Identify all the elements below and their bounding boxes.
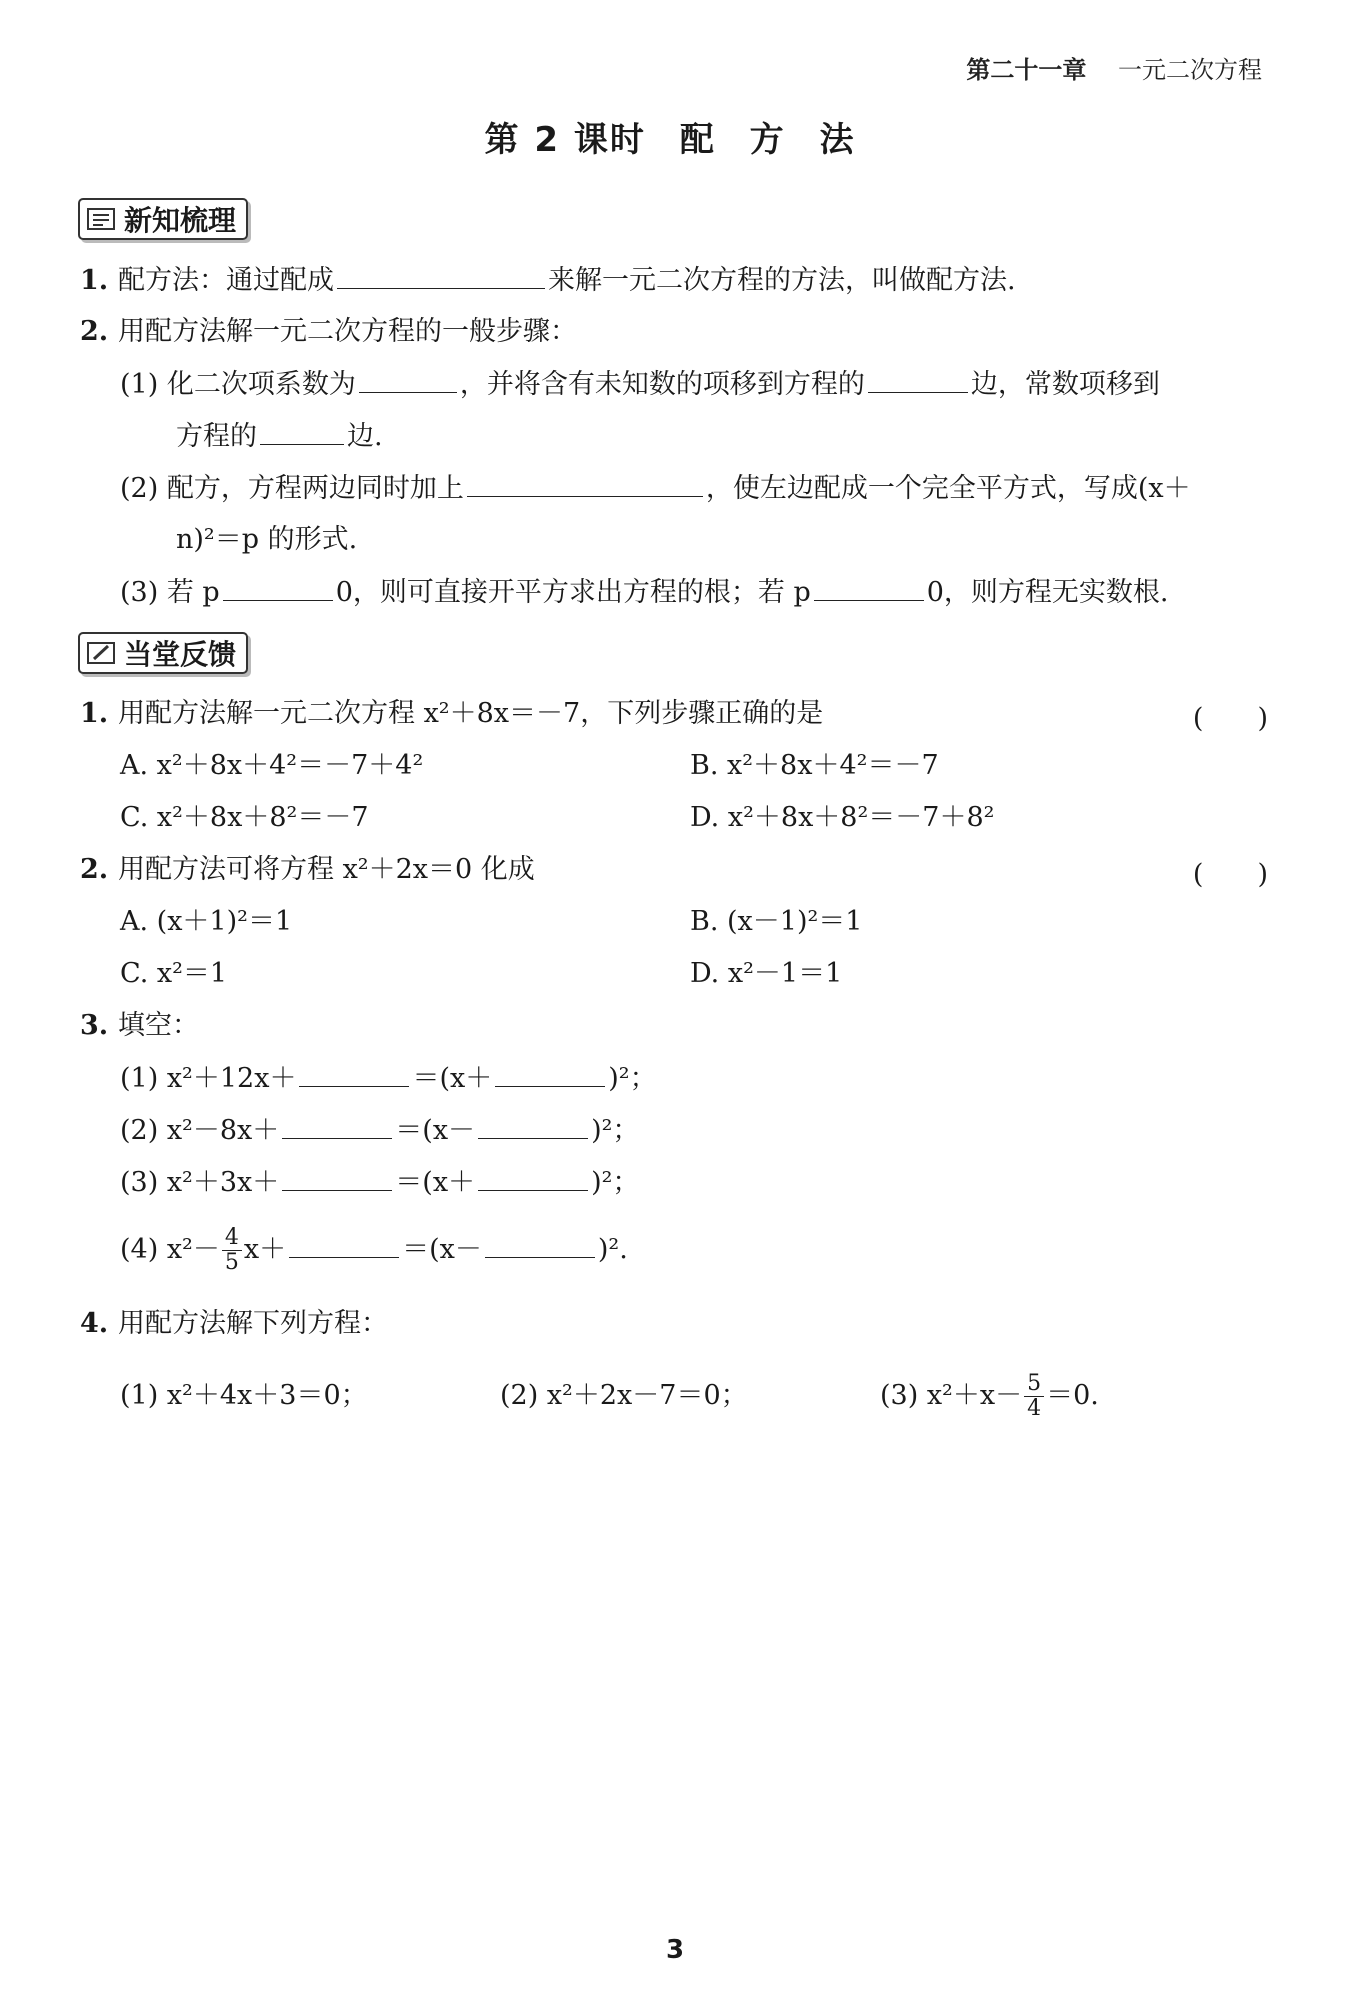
section-label: 新知梳理 [124, 204, 237, 237]
option-d[interactable]: D. x²－1＝1 [690, 958, 843, 989]
pencil-icon [86, 640, 116, 666]
fill-4: (4) x²－ $\frac{4}{5}$ x＋ ＝(x－ )². [120, 1225, 628, 1275]
answer-blank[interactable] [814, 574, 924, 601]
answer-blank[interactable] [868, 366, 968, 393]
step-1-cont: 方程的 边. [176, 418, 1268, 455]
fraction: $\frac{5}{4}$ [1024, 1372, 1044, 1421]
fill-1: (1) x²＋12x＋ ＝(x＋ )²； [120, 1060, 1268, 1097]
question-1: 1. 用配方法解一元二次方程 x²＋8x＝－7，下列步骤正确的是 [80, 698, 824, 729]
answer-blank[interactable] [478, 1112, 588, 1139]
equation-3: (3) x²＋x－ $\frac{5}{4}$ ＝0. [880, 1371, 1099, 1421]
answer-blank[interactable] [260, 418, 344, 445]
answer-blank[interactable] [467, 470, 703, 497]
equation-2: (2) x²＋2x－7＝0； [500, 1380, 748, 1411]
fraction: $\frac{4}{5}$ [222, 1226, 242, 1275]
answer-blank[interactable] [478, 1164, 588, 1191]
option-b[interactable]: B. x²＋8x＋4²＝－7 [690, 750, 939, 781]
answer-blank[interactable] [495, 1060, 605, 1087]
option-b[interactable]: B. (x－1)²＝1 [690, 906, 863, 937]
option-c[interactable]: C. x²＝1 [120, 958, 228, 989]
answer-blank[interactable] [485, 1231, 595, 1258]
answer-blank[interactable] [299, 1060, 409, 1087]
step-2-cont: n)²＝p 的形式. [176, 524, 358, 555]
answer-blank[interactable] [282, 1112, 392, 1139]
question-3: 3. 填空： [80, 1010, 199, 1041]
chapter-topic: 一元二次方程 [1118, 56, 1262, 84]
option-d[interactable]: D. x²＋8x＋8²＝－7＋8² [690, 802, 995, 833]
knowledge-item-2: 2. 用配方法解一元二次方程的一般步骤： [80, 316, 577, 347]
step-2: (2) 配方，方程两边同时加上 ，使左边配成一个完全平方式，写成(x＋ [120, 470, 1268, 507]
answer-parentheses[interactable]: ( ) [1192, 703, 1268, 734]
fill-3: (3) x²＋3x＋ ＝(x＋ )²； [120, 1164, 1268, 1201]
lesson-name: 配 方 法 [679, 120, 866, 160]
section-new-knowledge-heading [78, 198, 248, 240]
option-a[interactable]: A. x²＋8x＋4²＝－7＋4² [120, 750, 424, 781]
equation-1: (1) x²＋4x＋3＝0； [120, 1380, 368, 1411]
answer-blank[interactable] [359, 366, 457, 393]
step-3: (3) 若 p 0，则可直接开平方求出方程的根；若 p 0，则方程无实数根. [120, 574, 1268, 611]
answer-blank[interactable] [223, 574, 333, 601]
answer-blank[interactable] [337, 262, 545, 289]
page-title [0, 112, 1350, 161]
lesson-number: 第 2 课时 [484, 120, 646, 160]
section-label: 当堂反馈 [124, 638, 237, 671]
answer-blank[interactable] [282, 1164, 392, 1191]
answer-blank[interactable] [289, 1231, 399, 1258]
knowledge-item-1: 1. 配方法：通过配成 来解一元二次方程的方法，叫做配方法. [80, 262, 1268, 299]
answer-parentheses[interactable]: ( ) [1192, 859, 1268, 890]
section-feedback-heading [78, 632, 248, 674]
fill-2: (2) x²－8x＋ ＝(x－ )²； [120, 1112, 1268, 1149]
page-header [966, 50, 1262, 85]
option-c[interactable]: C. x²＋8x＋8²＝－7 [120, 802, 369, 833]
question-4: 4. 用配方法解下列方程： [80, 1308, 388, 1339]
chapter-label: 第二十一章 [966, 56, 1087, 84]
page-number: 3 [665, 1935, 685, 1965]
book-icon [86, 206, 116, 232]
option-a[interactable]: A. (x＋1)²＝1 [120, 906, 293, 937]
question-2: 2. 用配方法可将方程 x²＋2x＝0 化成 [80, 854, 535, 885]
step-1: (1) 化二次项系数为 ，并将含有未知数的项移到方程的 边，常数项移到 [120, 366, 1268, 403]
